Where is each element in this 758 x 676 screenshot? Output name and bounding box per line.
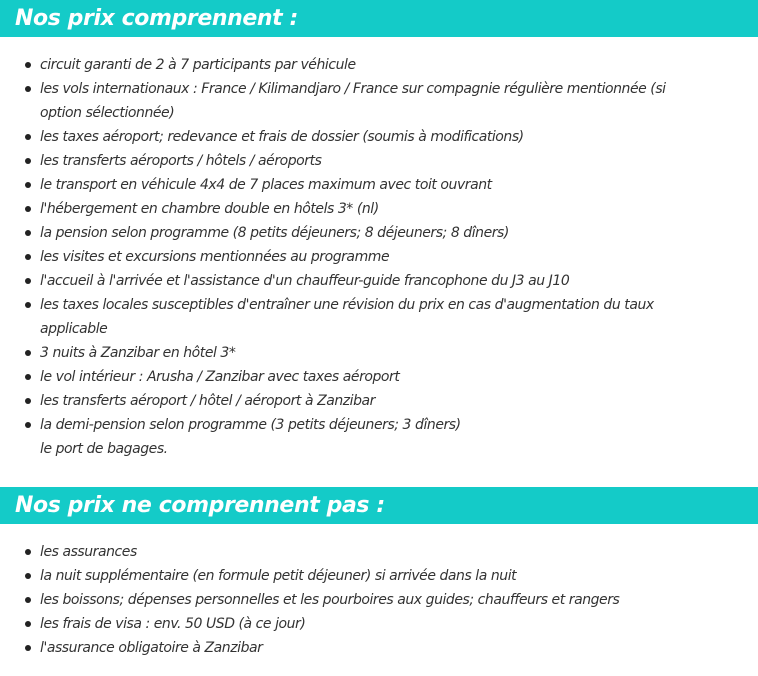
- list-item: les assurances: [0, 540, 758, 564]
- list-item-continuation: le port de bagages.: [40, 441, 168, 457]
- list-item: la pension selon programme (8 petits déjeuners; 8 déjeuners; 8 dîners): [0, 221, 758, 245]
- excluded-section-title: Nos prix ne comprennent pas :: [0, 487, 758, 524]
- list-item: l'hébergement en chambre double en hôtels 3* (nl): [0, 197, 758, 221]
- excluded-list: [0, 540, 758, 660]
- list-item: les transferts aéroports / hôtels / aéroports: [0, 149, 758, 173]
- list-item: la nuit supplémentaire (en formule petit déjeuner) si arrivée dans la nuit: [0, 564, 758, 588]
- list-item: le transport en véhicule 4x4 de 7 places maximum avec toit ouvrant: [0, 173, 758, 197]
- list-item: les boissons; dépenses personnelles et les pourboires aux guides; chauffeurs et rangers: [0, 588, 758, 612]
- included-section-title: Nos prix comprennent :: [0, 0, 758, 37]
- list-item: l'accueil à l'arrivée et l'assistance d'un chauffeur-guide francophone du J3 au J10: [0, 269, 758, 293]
- list-item: circuit garanti de 2 à 7 participants par véhicule: [0, 53, 758, 77]
- list-item: les taxes aéroport; redevance et frais de dossier (soumis à modifications): [0, 125, 758, 149]
- list-item: les visites et excursions mentionnées au programme: [0, 245, 758, 269]
- list-item: la demi-pension selon programme (3 petits déjeuners; 3 dîners): [0, 413, 758, 437]
- list-item: le vol intérieur : Arusha / Zanzibar avec taxes aéroport: [0, 365, 758, 389]
- list-item: l'assurance obligatoire à Zanzibar: [0, 636, 758, 660]
- list-item: 3 nuits à Zanzibar en hôtel 3*: [0, 341, 758, 365]
- list-item: les frais de visa : env. 50 USD (à ce jour): [0, 612, 758, 636]
- list-item: les taxes locales susceptibles d'entraîner une révision du prix en cas d'augmentation du taux applicable: [0, 293, 758, 341]
- list-item: les vols internationaux : France / Kilimandjaro / France sur compagnie régulière mentionnée (si option sélectionnée): [0, 77, 758, 125]
- included-list: [0, 53, 758, 461]
- list-item: les transferts aéroport / hôtel / aéroport à Zanzibar: [0, 389, 758, 413]
